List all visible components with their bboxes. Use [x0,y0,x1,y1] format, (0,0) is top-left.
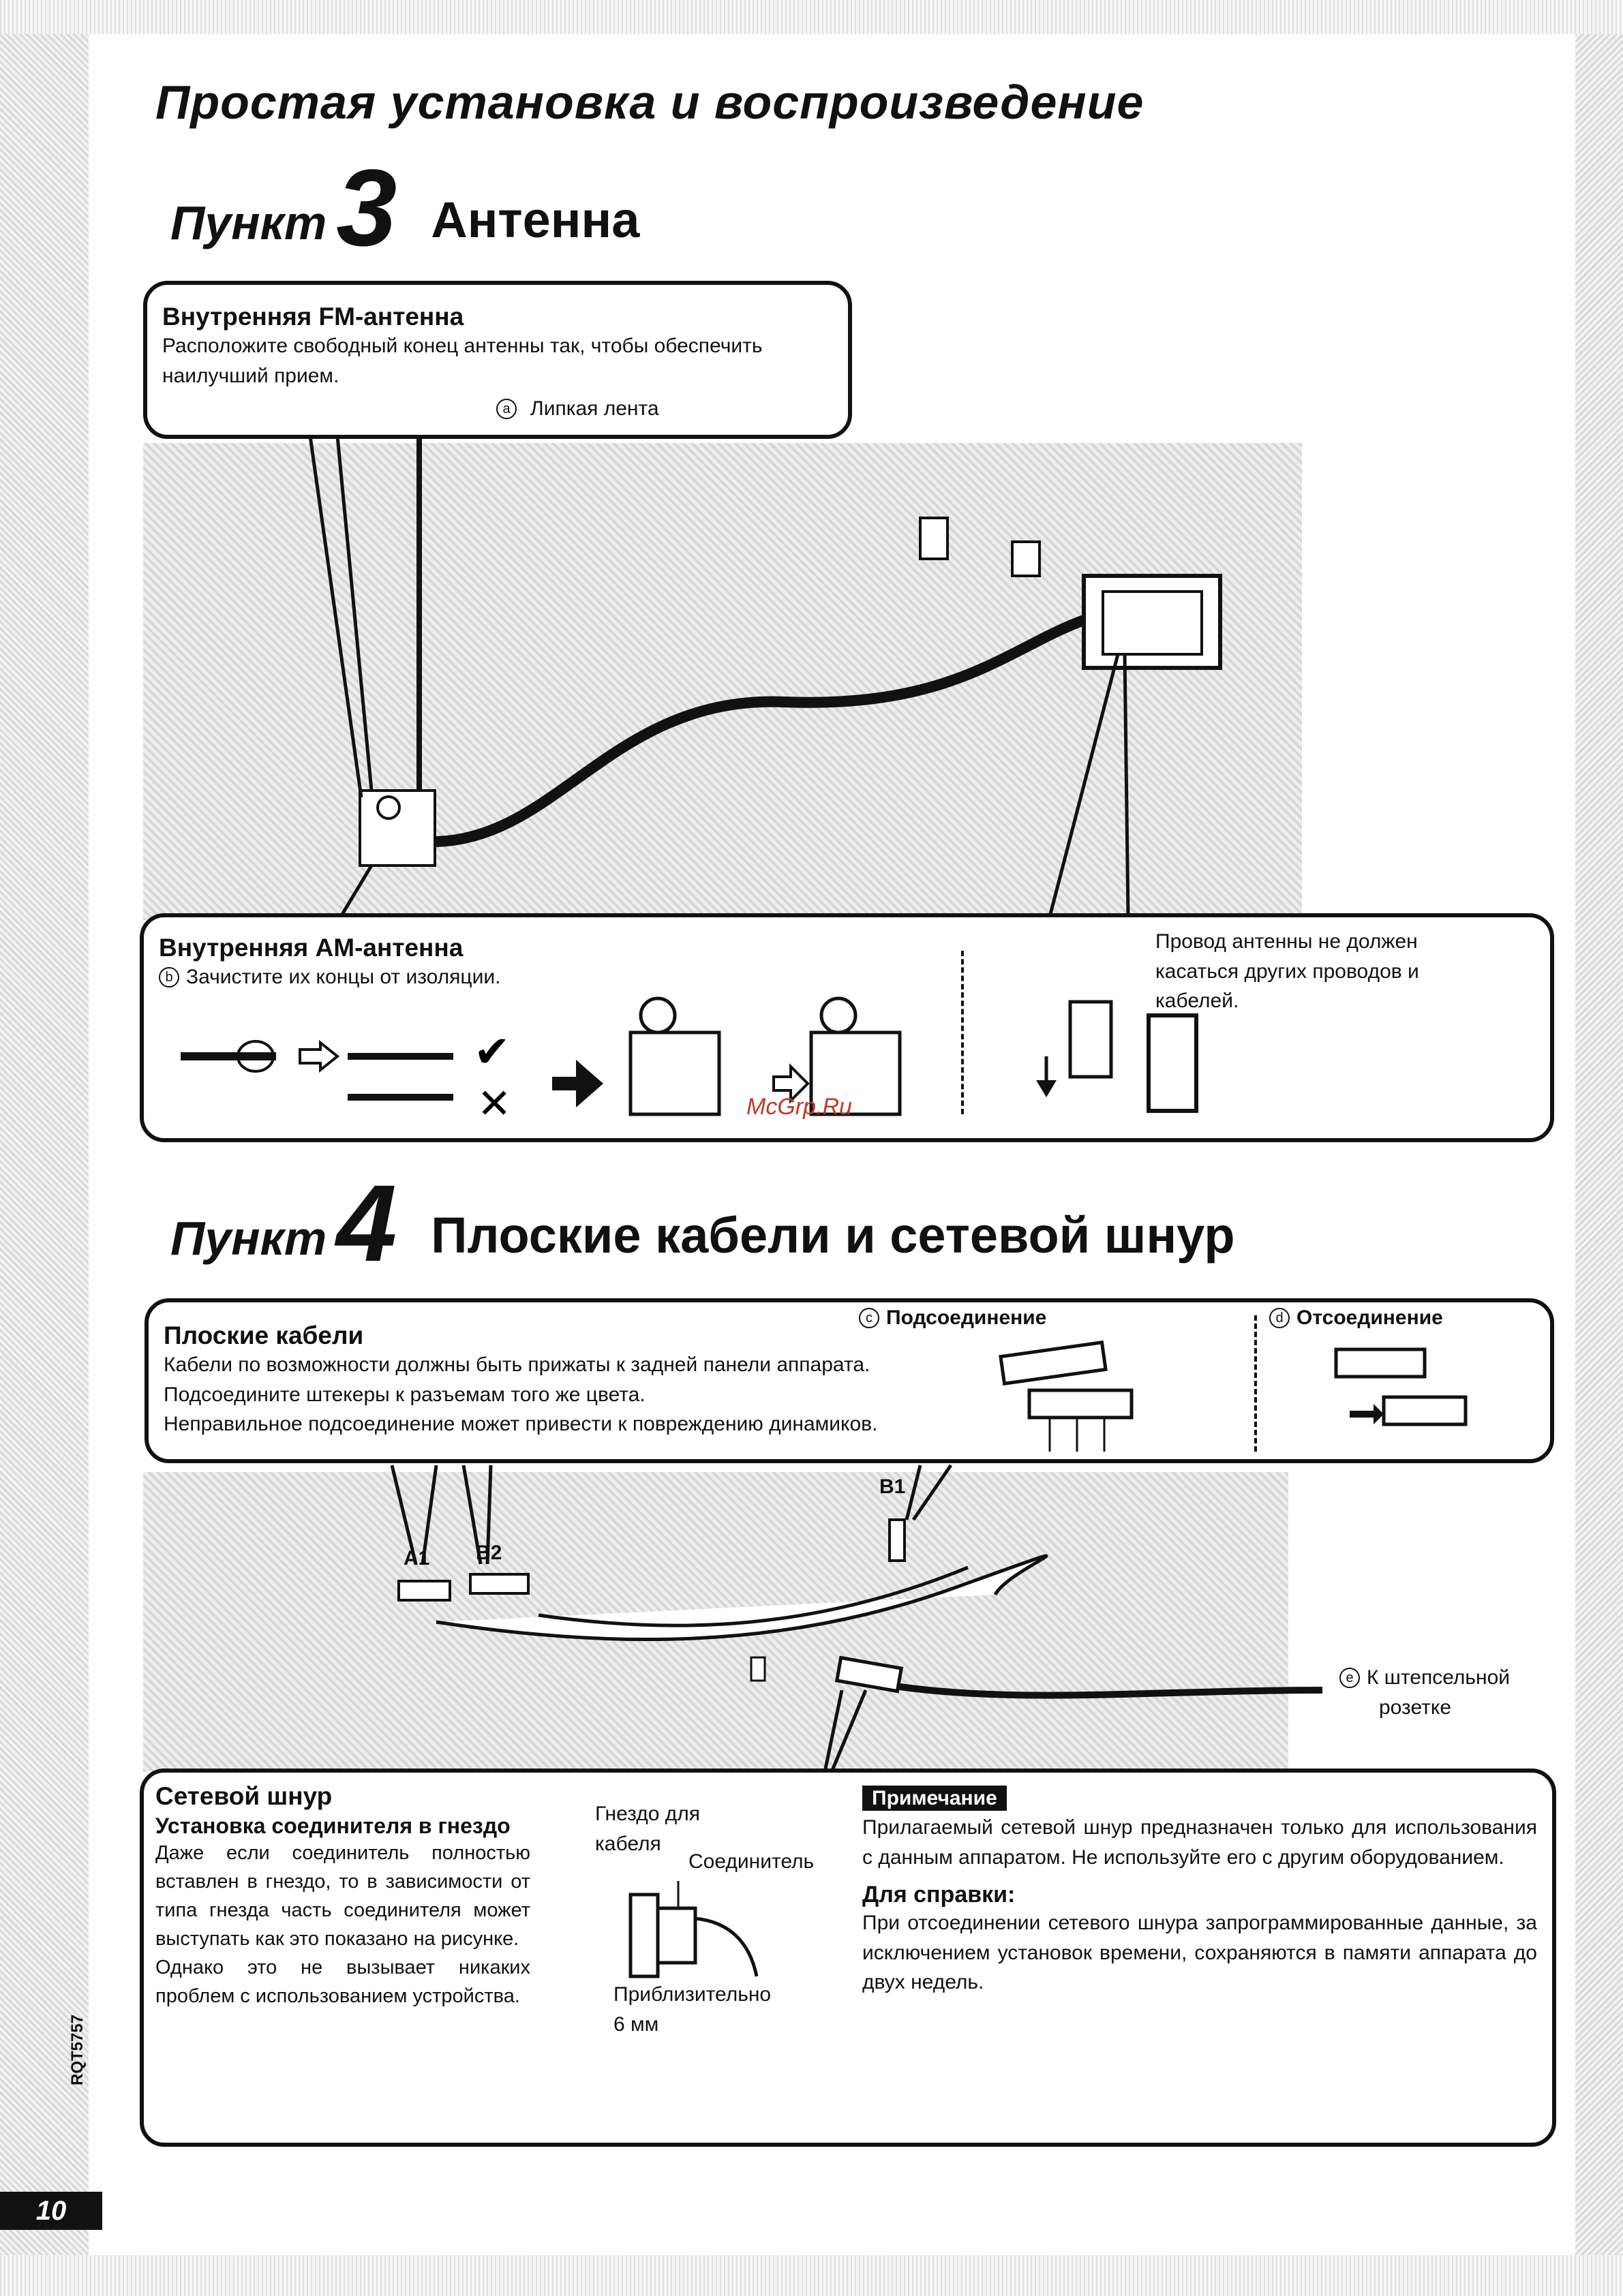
power-cord-text: Даже если соединитель полностью вставлен в гнездо, то в зависимости от типа гнезда часть соединителя может выступать как это показано на рисунке. [155,1842,530,1950]
reference-text: При отсоединении сетевого шнура запрограммированные данные, за исключением установок времени, сохраняются в памяти аппарата до двух недель. [862,1912,1537,1993]
outlet-label [1339,1663,1510,1722]
svg-text:✕: ✕ [477,1080,512,1128]
am-antenna-note: Провод антенны не должен касаться других проводов и кабелей. [1155,930,1419,1012]
connect-marker: c [859,1308,879,1328]
note-text: Прилагаемый сетевой шнур предназначен только для использования с данным аппаратом. Не используйте его с другим оборудованием. [862,1816,1537,1869]
connector-label-b1: B1 [879,1475,906,1498]
step3-number: 3 [336,147,397,269]
connect-label-text: Подсоединение [886,1306,1047,1329]
note-tag: Примечание [862,1786,1007,1811]
connector-label-b2: B2 [476,1542,502,1564]
fm-antenna-heading: Внутренняя FM-антенна [162,303,464,331]
connector-label: Соединитель [688,1850,815,1873]
approx-label [613,1980,771,2039]
am-antenna-heading: Внутренняя АМ-антенна [159,934,464,962]
connector-label-a1: A1 [404,1547,430,1570]
power-cord-subheading: Установка соединителя в гнездо [155,1813,511,1838]
flat-cables-line-2: Подсоедините штекеры к разъемам того же цвета. [164,1383,646,1406]
disconnect-marker: d [1269,1308,1290,1328]
power-cord-heading: Сетевой шнур [155,1782,333,1810]
outlet-text-1: К штепсельной [1367,1666,1511,1689]
step4-title: Плоские кабели и сетевой шнур [431,1207,1235,1264]
socket-connector-illustration [613,1861,770,1983]
step4-word: Пункт [170,1212,327,1265]
step4-number: 4 [336,1162,397,1284]
watermark: McGrp.Ru [746,1094,852,1120]
socket-label-line-1: Гнездо для [595,1803,701,1825]
step3-title: Антенна [431,192,640,248]
reference-heading: Для справки: [862,1882,1016,1908]
disconnect-label-text: Отсоединение [1296,1306,1443,1329]
power-cord-text-2: Однако это не вызывает никаких проблем с использованием устройства. [155,1957,530,2008]
document-code: RQT5757 [68,2014,87,2085]
outlet-marker: e [1339,1668,1360,1688]
approx-label-line-2: 6 мм [613,2012,659,2036]
note-column [862,1787,1537,1997]
am-strip-marker: b [159,967,179,988]
socket-label-line-2: кабеля [595,1832,661,1855]
socket-label [595,1799,700,1858]
fm-tape-marker: a [496,399,517,419]
flat-cables-line-3: Неправильное подсоединение может привести к повреждению динамиков. [164,1413,878,1435]
fm-tape-label-text: Липкая лента [530,397,659,420]
scan-edge-bottom [0,2255,1623,2296]
fm-antenna-text: Расположите свободный конец антенны так, чтобы обеспечить наилучший прием. [162,335,763,387]
flat-cables-line-1: Кабели по возможности должны быть прижаты к задней панели аппарата. [164,1353,870,1376]
outlet-text-2: розетке [1379,1696,1452,1719]
flat-cables-heading: Плоские кабели [164,1321,364,1349]
power-cord-column [155,1782,530,2010]
step3-word: Пункт [170,196,327,249]
page-number: 10 [0,2192,102,2230]
am-strip-text: Зачистите их концы от изоляции. [186,966,501,988]
svg-text:✔: ✔ [474,1027,511,1077]
outlet-label-line-1 [1339,1663,1510,1693]
page-title: Простая установка и воспроизведение [155,76,1144,129]
approx-label-line-1: Приблизительно [613,1983,772,2006]
